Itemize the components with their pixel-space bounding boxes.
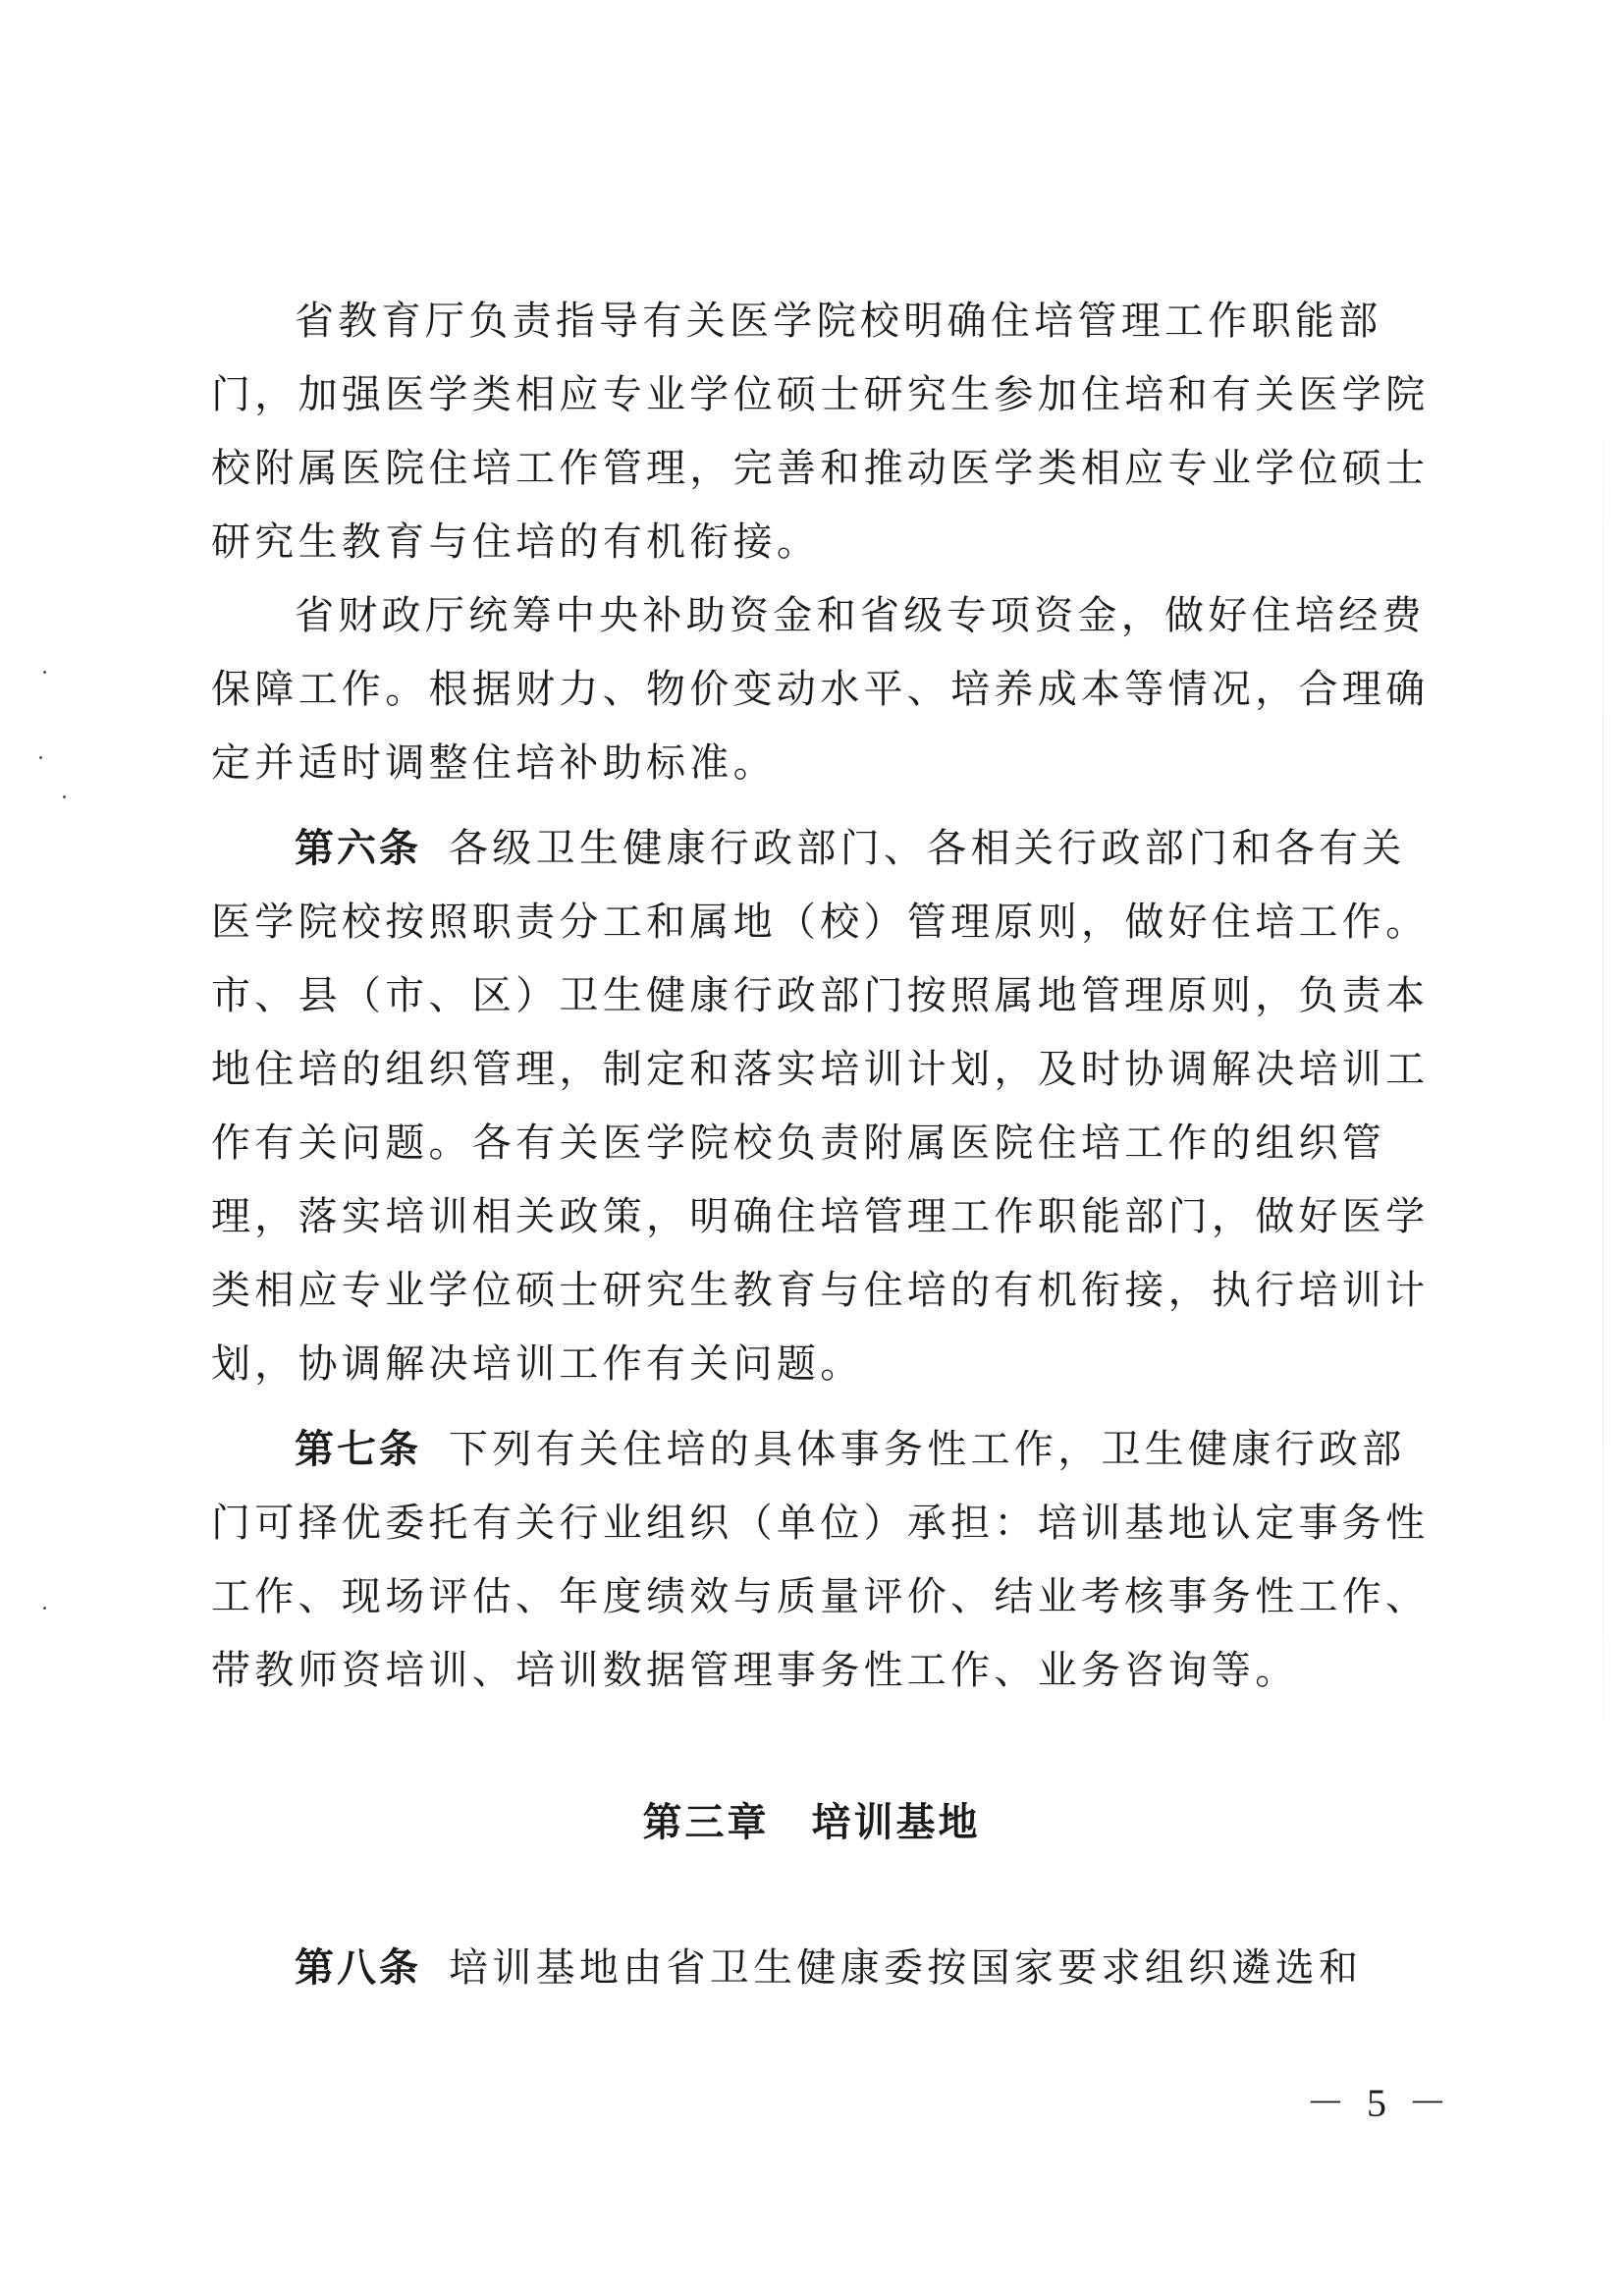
article-7-line-4: 带教师资培训、培训数据管理事务性工作、业务咨询等。: [211, 1648, 1299, 1693]
page-number: － 5 －: [1306, 2081, 1453, 2125]
scan-speck: [63, 795, 66, 798]
scan-edge-shadow: [1602, 442, 1603, 1719]
paragraph-2-line-2: 保障工作。根据财力、物价变动水平、培养成本等情况，合理确: [211, 667, 1430, 712]
article-6-line-5: 作有关问题。各有关医学院校负责附属医院住培工作的组织管: [211, 1121, 1386, 1166]
article-7-line-1-text: 下列有关住培的具体事务性工作，卫生健康行政部: [449, 1427, 1406, 1472]
paragraph-2-line-1: 省财政厅统筹中央补助资金和省级专项资金，做好住培经费: [295, 593, 1426, 638]
paragraph-1-line-3: 校附属医院住培工作管理，完善和推动医学类相应专业学位硕士: [211, 446, 1430, 491]
article-6-line-2: 医学院校按照职责分工和属地（校）管理原则，做好住培工作。: [211, 900, 1430, 945]
article-8-label: 第八条: [295, 1945, 421, 1991]
scan-speck: [43, 1607, 46, 1610]
article-8-first-line: [295, 1945, 1363, 1991]
scan-speck: [43, 671, 46, 674]
article-7-line-3: 工作、现场评估、年度绩效与质量评价、结业考核事务性工作、: [211, 1574, 1430, 1619]
article-7-line-2: 门可择优委托有关行业组织（单位）承担：培训基地认定事务性: [211, 1501, 1430, 1546]
paragraph-2-line-3: 定并适时调整住培补助标准。: [211, 740, 777, 786]
paragraph-1-line-2: 门，加强医学类相应专业学位硕士研究生参加住培和有关医学院: [211, 372, 1430, 417]
scan-speck: [39, 756, 42, 759]
article-6-line-4: 地住培的组织管理，制定和落实培训计划，及时协调解决培训工: [211, 1047, 1430, 1092]
article-8-line-1-text: 培训基地由省卫生健康委按国家要求组织遴选和: [449, 1945, 1363, 1991]
chapter-heading: 第三章 培训基地: [642, 1800, 981, 1845]
article-7-label: 第七条: [295, 1427, 421, 1472]
article-6-line-6: 理，落实培训相关政策，明确住培管理工作职能部门，做好医学: [211, 1194, 1430, 1239]
paragraph-1-line-4: 研究生教育与住培的有机衔接。: [211, 519, 821, 565]
article-7-first-line: [295, 1427, 1406, 1472]
article-6-line-1-text: 各级卫生健康行政部门、各相关行政部门和各有关: [449, 826, 1406, 871]
article-6-line-8: 划，协调解决培训工作有关问题。: [211, 1341, 864, 1387]
article-6-line-3: 市、县（市、区）卫生健康行政部门按照属地管理原则，负责本: [211, 973, 1430, 1018]
article-6-label: 第六条: [295, 826, 421, 871]
paragraph-1-line-1: 省教育厅负责指导有关医学院校明确住培管理工作职能部: [295, 299, 1382, 344]
article-6-line-7: 类相应专业学位硕士研究生教育与住培的有机衔接，执行培训计: [211, 1268, 1430, 1313]
article-6-first-line: [295, 826, 1406, 871]
